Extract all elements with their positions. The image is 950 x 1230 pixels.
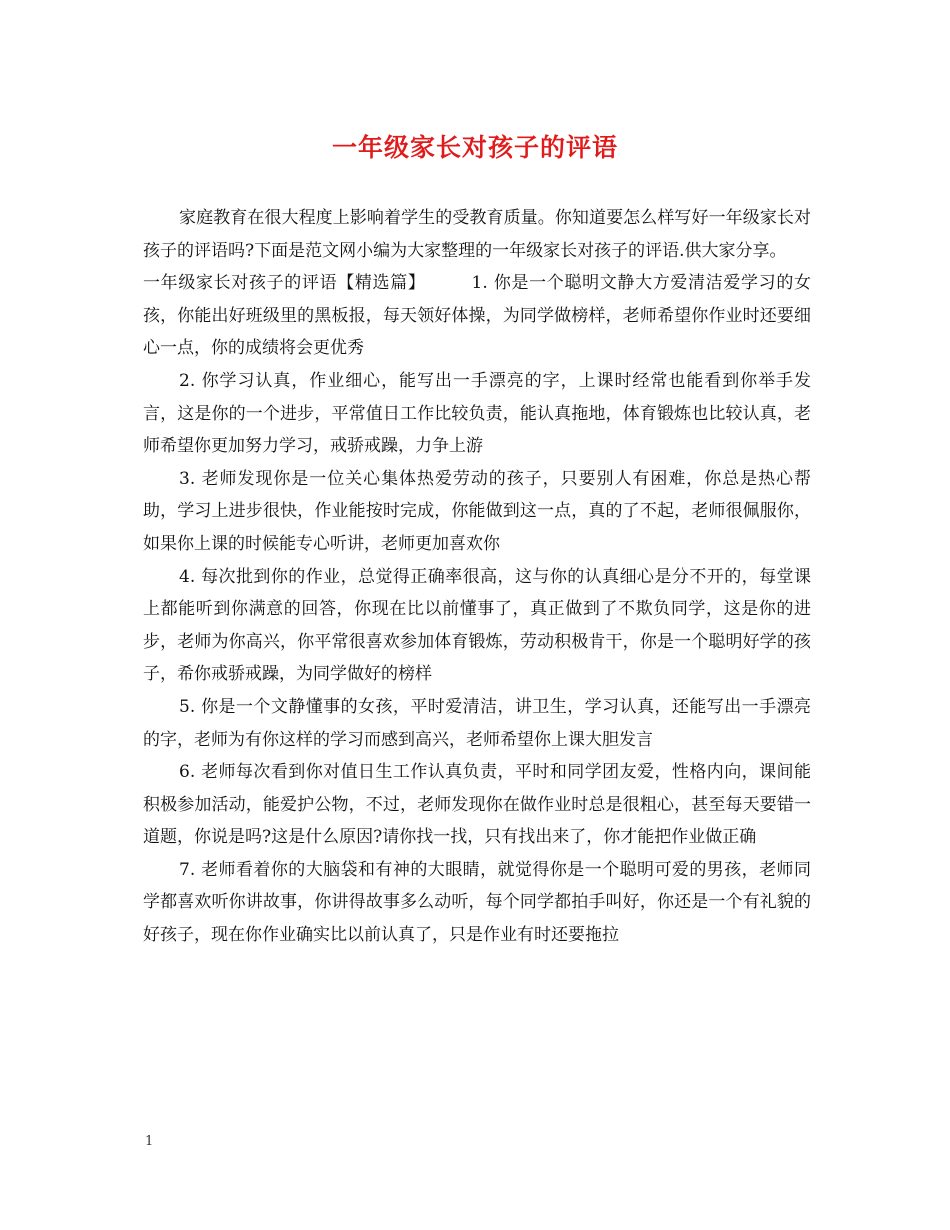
- list-item: 2. 你学习认真，作业细心，能写出一手漂亮的字，上课时经常也能看到你举手发言，这是你的一个进步，平常值日工作比较负责，能认真拖地，体育锻炼也比较认真，老师希望你更加努力学习，戒骄戒躁，力争上游: [143, 370, 811, 457]
- section-paragraph: [143, 267, 811, 365]
- list-item: 5. 你是一个文静懂事的女孩，平时爱清洁，讲卫生，学习认真，还能写出一手漂亮的字，老师为有你这样的学习而感到高兴，老师希望你上课大胆发言: [143, 696, 811, 750]
- list-item: 7. 老师看着你的大脑袋和有神的大眼睛，就觉得你是一个聪明可爱的男孩，老师同学都喜欢听你讲故事，你讲得故事多么动听，每个同学都拍手叫好，你还是一个有礼貌的好孩子，现在你作业确实比以前认真了，只是作业有时还要拖拉: [143, 859, 811, 946]
- section-heading: 一年级家长对孩子的评语【精选篇】: [143, 273, 426, 294]
- document-body: [143, 202, 811, 952]
- document-title: 一年级家长对孩子的评语: [331, 133, 618, 162]
- list-item: 3. 老师发现你是一位关心集体热爱劳动的孩子，只要别人有困难，你总是热心帮助，学习上进步很快，作业能按时完成，你能做到这一点，真的了不起，老师很佩服你，如果你上课的时候能专心听讲，老师更加喜欢你: [143, 468, 811, 554]
- list-item: 6. 老师每次看到你对值日生工作认真负责，平时和同学团友爱，性格内向，课间能积极参加活动，能爱护公物，不过，老师发现你在做作业时总是很粗心，甚至每天要错一道题，你说是吗?这是什么原因?请你找一找，只有找出来了，你才能把作业做正确: [143, 762, 811, 848]
- list-item: 4. 每次批到你的作业，总觉得正确率很高，这与你的认真细心是分不开的，每堂课上都能听到你满意的回答，你现在比以前懂事了，真正做到了不欺负同学，这是你的进步，老师为你高兴，你平常很喜欢参加体育锻炼，劳动积极肯干，你是一个聪明好学的孩子，希你戒骄戒躁，为同学做好的榜样: [143, 566, 811, 685]
- list-item: 1. 你是一个聪明文静大方爱清洁爱学习的女孩，你能出好班级里的黑板报，每天领好体操，为同学做榜样，老师希望你作业时还要细心一点，你的成绩将会更优秀: [143, 273, 811, 359]
- page-number: 1: [145, 1134, 154, 1149]
- intro-paragraph: 家庭教育在很大程度上影响着学生的受教育质量。你知道要怎么样写好一年级家长对孩子的评语吗?下面是范文网小编为大家整理的一年级家长对孩子的评语.供大家分享。: [143, 208, 811, 261]
